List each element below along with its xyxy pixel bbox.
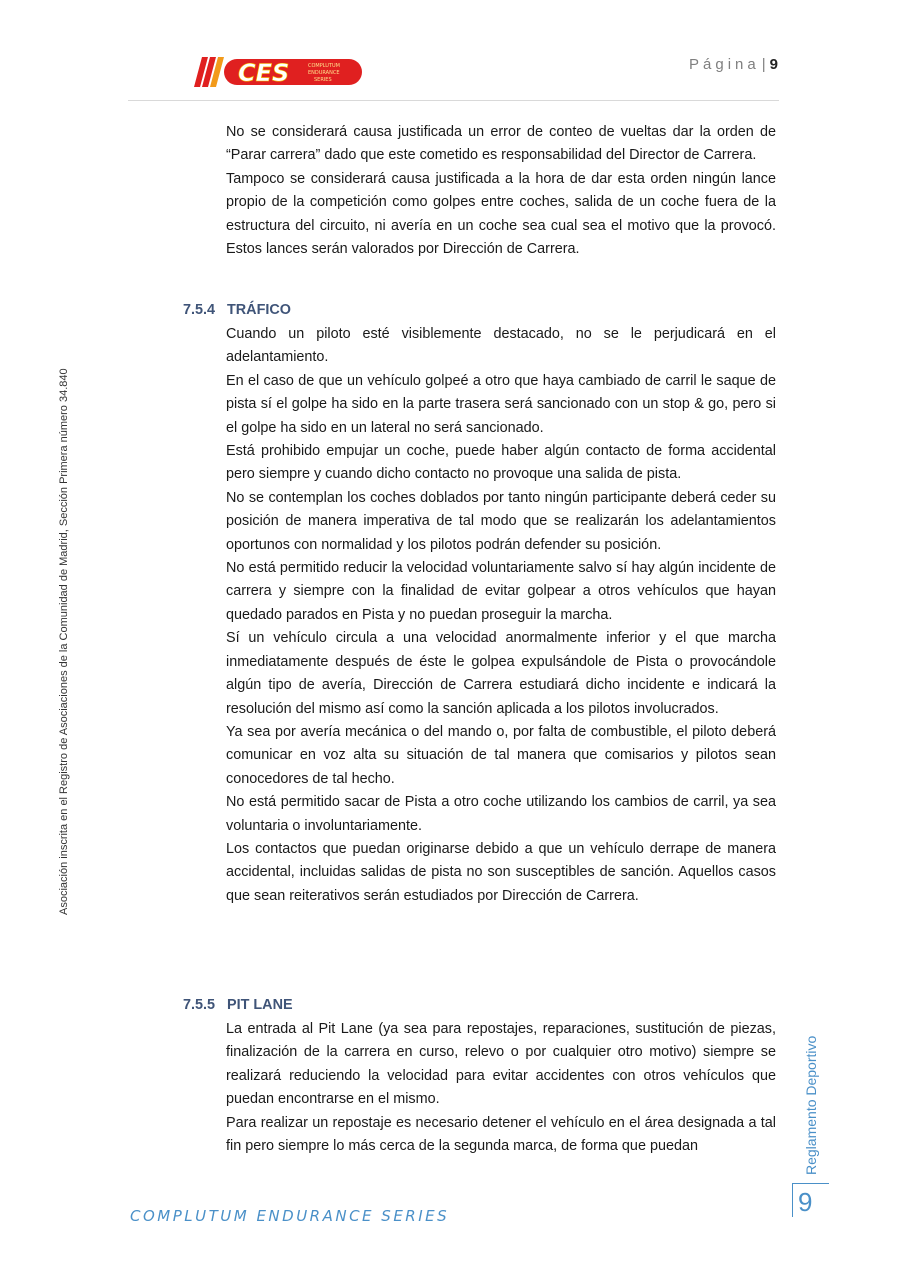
paragraph: En el caso de que un vehículo golpeé a otro que haya cambiado de carril le saque de pista sí el golpe ha sido en la parte trasera será sancionado con un stop & go, pero si el golpe ha sido en un lateral no será sancionado. bbox=[226, 372, 776, 436]
paragraph: Para realizar un repostaje es necesario detener el vehículo en el área designada a tal fin pero siempre lo más cerca de la segunda marca, de forma que puedan bbox=[226, 1114, 776, 1155]
paragraph: No está permitido reducir la velocidad voluntariamente salvo sí hay algún incidente de carrera y siempre con la finalidad de evitar golpear a otros vehículos que hayan quedado parados en Pista y no puedan proseguir la marcha. bbox=[226, 560, 776, 623]
header-separator: | bbox=[761, 56, 766, 73]
paragraph: Tampoco se considerará causa justificada a la hora de dar esta orden ningún lance propio de la competición como golpes entre coches, salida de un coche fuera de la estructura del circuito, ni avería en un coche sea cual sea el motivo que la provocó. Estos lances serán valorados por Dirección de Carrera. bbox=[226, 170, 776, 258]
paragraph: Los contactos que puedan originarse debido a que un vehículo derrape de manera accidental, incluidas salidas de pista no son susceptibles de sanción. Aquellos casos que sean reiterativos serán estudiados por Dirección de Carrera. bbox=[226, 840, 776, 904]
section-pit-lane-body bbox=[226, 1018, 776, 1158]
section-heading-pit-lane bbox=[183, 997, 293, 1013]
footer-vertical-rule bbox=[792, 1183, 793, 1217]
section-trafico-body bbox=[226, 323, 776, 908]
logo-subtitle-2: ENDURANCE bbox=[308, 70, 340, 76]
header-divider bbox=[128, 100, 779, 101]
paragraph: No se considerará causa justificada un error de conteo de vueltas dar la orden de “Parar carrera” dado que este cometido es responsabilidad del Director de Carrera. bbox=[226, 124, 776, 164]
logo-text: CES bbox=[238, 59, 290, 87]
section-number: 7.5.5 bbox=[183, 997, 216, 1013]
paragraph: Ya sea por avería mecánica o del mando o, por falta de combustible, el piloto deberá comunicar en voz alta su situación de tal manera que comisarios y pilotos sean conocedores de tal hecho. bbox=[226, 723, 776, 787]
paragraph: No está permitido sacar de Pista a otro coche utilizando los cambios de carril, ya sea voluntaria o involuntariamente. bbox=[226, 794, 776, 834]
section-title: PIT LANE bbox=[227, 997, 293, 1013]
section-number: 7.5.4 bbox=[183, 302, 216, 318]
paragraph: La entrada al Pit Lane (ya sea para repostajes, reparaciones, sustitución de piezas, finalización de la carrera en curso, relevo o por cualquier otro motivo) siempre se realizará reduciendo la velocidad para evitar accidentes con otros vehículos que puedan encontrarse en el mismo. bbox=[226, 1021, 776, 1108]
footer-section-label: Reglamento Deportivo bbox=[803, 1035, 819, 1175]
section-title: TRÁFICO bbox=[227, 302, 291, 318]
page-word: Página bbox=[689, 56, 760, 73]
association-registry-text: Asociación inscrita en el Registro de Asociaciones de la Comunidad de Madrid, Sección Primera número 34.840 bbox=[58, 368, 70, 915]
logo-stripes-icon bbox=[194, 57, 224, 87]
logo-subtitle-3: SERIES bbox=[314, 77, 332, 83]
paragraph: Está prohibido empujar un coche, puede haber algún contacto de forma accidental pero siempre y cuando dicho contacto no provoque una salida de pista. bbox=[226, 443, 776, 483]
paragraph: No se contemplan los coches doblados por tanto ningún participante deberá ceder su posición de manera imperativa de tal modo que se realizarán los adelantamientos oportunos con normalidad y los pilotos podrán defender su posición. bbox=[226, 489, 776, 553]
section-heading-trafico bbox=[183, 302, 291, 318]
ces-logo bbox=[190, 56, 365, 88]
intro-block bbox=[226, 121, 776, 261]
footer-horizontal-rule bbox=[792, 1183, 829, 1184]
footer-brand: COMPLUTUM ENDURANCE SERIES bbox=[130, 1207, 450, 1225]
paragraph: Sí un vehículo circula a una velocidad anormalmente inferior y el que marcha inmediatamente después de éste le golpea expulsándole de Pista o provocándole algún tipo de avería, Dirección de Carrera estudiará dicho incidente e indicará la resolución del mismo así como la sanción aplicada a los pilotos involucrados. bbox=[226, 630, 776, 717]
header-page-number: 9 bbox=[769, 56, 778, 73]
paragraph: Cuando un piloto esté visiblemente destacado, no se le perjudicará en el adelantamiento. bbox=[226, 326, 776, 366]
page-header-label bbox=[600, 56, 778, 73]
footer-page-number: 9 bbox=[798, 1187, 813, 1217]
logo-subtitle-1: COMPLUTUM bbox=[308, 63, 340, 69]
